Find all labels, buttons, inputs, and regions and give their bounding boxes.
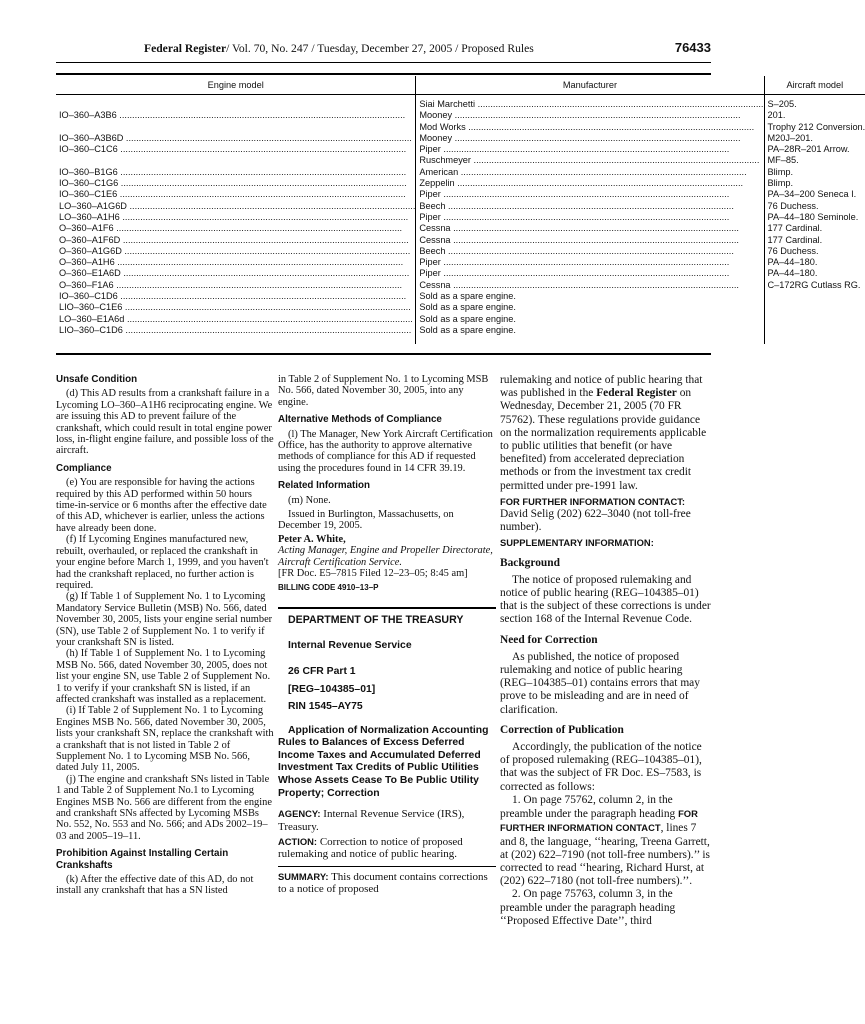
aircraft-model-cell-text: 76 Duchess. (767, 200, 819, 211)
issue-info: / Vol. 70, No. 247 / Tuesday, December 27, 2005 / Proposed Rules (226, 42, 534, 55)
action-label: ACTION: (278, 836, 318, 848)
manufacturer-cell-text: Beech ..... (419, 201, 763, 212)
aircraft-model-cell-text: S–205. (767, 99, 797, 109)
aircraft-model-cell-text: 76 Duchess. (767, 245, 819, 256)
engine-model-cell (56, 280, 416, 291)
item-1-text-b: , lines 7 and 8, the language, ‘‘hearing, Treena Garrett, at (202) 622–7190 (not toll-free numbers).’’ is corrected to read ‘‘hearing, Richard Hurst, at (202) 622–7180 (not toll-free numbers).’’. (500, 822, 710, 888)
engine-model-cell (56, 291, 416, 302)
paragraph-l: (l) The Manager, New York Aircraft Certification Office, has the authority to approve alternative methods of compliance for this AD if requested using the procedures found in 14 CFR 39.19. (278, 428, 493, 474)
engine-model-cell-text: LO–360–A1G6D ..... (59, 201, 415, 212)
engine-model-cell (56, 212, 416, 223)
table-header-aircraft: Aircraft model (764, 76, 865, 95)
engine-model-cell-text: LIO–360–C1D6 ..... (59, 325, 415, 336)
table-row (56, 302, 865, 313)
manufacturer-cell (416, 155, 764, 166)
aircraft-model-cell (764, 155, 865, 166)
paragraph-f: (f) If Lycoming Engines manufactured new, rebuilt, overhauled, or replaced the crankshaft in your engine before March 1, 1999, and you haven't had the crankshaft replaced, no further action is required. (56, 534, 269, 591)
table-row (56, 110, 865, 121)
table-bottom-rule (56, 353, 711, 355)
summary-value: This document contains corrections to a notice of proposed (278, 870, 488, 896)
heading-correction-of-publication: Correction of Publication (500, 723, 624, 736)
aircraft-model-cell-text: 177 Cardinal. (767, 223, 823, 234)
supplementary-label: SUPPLEMENTARY INFORMATION: (500, 537, 654, 549)
summary-rule (278, 866, 496, 867)
manufacturer-cell (416, 235, 764, 246)
paragraph-j: (j) The engine and crankshaft SNs listed in Table 1 and Table 2 of Supplement No.1 to Lycoming Engines MSB No. 566 are different from the engine and crankshaft SNs affected by Lycoming MSBs No. 552, No. 553 and No. 566; and ADs 2002–19–03 and 2005–19–11. (56, 773, 272, 842)
item-1-text-a: 1. On page 75762, column 2, in the preamble under the paragraph heading (500, 793, 676, 821)
manufacturer-cell (416, 144, 764, 155)
aircraft-model-cell (764, 95, 865, 111)
issued-statement: Issued in Burlington, Massachusetts, on December 19, 2005. (278, 509, 454, 532)
table-header-engine: Engine model (56, 76, 416, 95)
heading-prohibition: Prohibition Against Installing Certain Crankshafts (56, 848, 229, 871)
manufacturer-cell-text: Zeppelin ..... (419, 178, 763, 189)
table-header-row (56, 76, 865, 95)
table-row (56, 235, 865, 246)
paragraph-h: (h) If Table 1 of Supplement No. 1 to Lycoming MSB No. 566, dated November 30, 2005, does not list your engine SN, use Table 2 of Supplement No. 1 to verify if your crankshaft SN is listed, if an affected crankshaft was installed as a replacement. (56, 648, 271, 705)
engine-model-cell-text: IO–360–C1E6 ..... (59, 189, 415, 200)
manufacturer-cell-text: Sold as a spare engine. (419, 291, 516, 302)
engine-model-cell-text: IO–360–A3B6 ..... (59, 110, 415, 121)
engine-model-cell-text: IO–360–A3B6D ..... (59, 133, 415, 144)
table-row (56, 95, 865, 111)
manufacturer-cell (416, 257, 764, 268)
engine-model-cell (56, 268, 416, 279)
aircraft-model-cell-text: PA–44–180. (767, 268, 818, 279)
engine-model-cell (56, 246, 416, 257)
manufacturer-cell (416, 302, 764, 313)
aircraft-model-cell (764, 189, 865, 200)
engine-model-cell (56, 223, 416, 234)
reg-number: [REG–104385–01] (288, 683, 376, 695)
signature-block (278, 534, 496, 593)
engine-model-cell (56, 167, 416, 178)
department-heading: DEPARTMENT OF THE TREASURY (288, 613, 464, 626)
aircraft-model-cell (764, 223, 865, 234)
manufacturer-cell-text: Mooney ..... (419, 133, 763, 144)
paragraph-e: (e) You are responsible for having the actions required by this AD performed within 50 hours time-in-service or 6 months after the effective date of this AD, whichever is earlier, unless the actions have already been done. (56, 477, 267, 534)
aircraft-model-cell (764, 212, 865, 223)
manufacturer-cell-text: Piper ..... (419, 144, 763, 155)
aircraft-model-cell-text: 201. (767, 110, 786, 121)
paragraph-background: The notice of proposed rulemaking and notice of public hearing (REG–104385–01) that is the subject of these corrections is under section 168 of the Internal Revenue Code. (500, 573, 711, 626)
engine-model-cell (56, 178, 416, 189)
manufacturer-cell-text: Mod Works ..... (419, 122, 763, 133)
manufacturer-cell (416, 201, 764, 212)
table-row (56, 144, 865, 155)
table-row (56, 280, 865, 291)
table-row (56, 212, 865, 223)
manufacturer-cell-text: Piper ..... (419, 268, 763, 279)
paragraph-correction: Accordingly, the publication of the notice of proposed rulemaking (REG–104385–01), that was the subject of FR Doc. ES–7583, is corrected as follows: (500, 741, 702, 793)
manufacturer-cell-text: Piper ..... (419, 189, 763, 200)
ffi-value: David Selig (202) 622–3040 (not toll-free number). (500, 508, 691, 534)
manufacturer-cell (416, 133, 764, 144)
table-row (56, 314, 865, 325)
manufacturer-cell-text: Cessna ..... (419, 235, 763, 246)
paragraph-need: As published, the notice of proposed rulemaking and notice of public hearing (REG–104385–01) contains errors that may prove to be misleading and are in need of clarification. (500, 650, 700, 716)
engine-model-cell (56, 201, 416, 212)
aircraft-model-cell-text: PA–44–180. (767, 257, 818, 268)
engine-model-cell-text: LO–360–A1H6 ..... (59, 212, 415, 223)
aircraft-model-cell (764, 133, 865, 144)
cfr-part: 26 CFR Part 1 (288, 665, 356, 677)
manufacturer-cell-text: Sold as a spare engine. (419, 302, 516, 313)
journal-name: Federal Register (144, 42, 227, 55)
engine-model-cell-text: O–360–A1F6 ..... (59, 223, 415, 234)
manufacturer-cell (416, 246, 764, 257)
table-row (56, 268, 865, 279)
table-top-rule (56, 73, 711, 75)
table-row (56, 189, 865, 200)
engine-model-cell (56, 325, 416, 344)
correction-item-2: 2. On page 75763, column 3, in the preamble under the paragraph heading ‘‘Proposed Effective Date’’, third (500, 888, 676, 927)
table-row (56, 201, 865, 212)
text-column-3 (500, 374, 712, 928)
aircraft-model-cell-text: PA–44–180 Seminole. (767, 211, 859, 222)
aircraft-model-cell (764, 201, 865, 212)
aircraft-model-cell (764, 325, 865, 344)
signer-name: Peter A. White, (278, 533, 346, 545)
manufacturer-cell (416, 291, 764, 302)
fr-doc-line: [FR Doc. E5–7815 Filed 12–23–05; 8:45 am] (278, 568, 468, 580)
paragraph-g: (g) If Table 1 of Supplement No. 1 to Lycoming Mandatory Service Bulletin (MSB) No. 566, dated November 30, 2005, lists your engine serial number (SN), use Table 2 of Supplement No. 1 to verify if your crankshaft SN is listed. (56, 591, 273, 648)
aircraft-model-cell (764, 291, 865, 302)
rin-number: RIN 1545–AY75 (288, 701, 363, 713)
aircraft-model-cell (764, 178, 865, 189)
engine-model-cell (56, 314, 416, 325)
manufacturer-cell-text: Piper ..... (419, 257, 763, 268)
manufacturer-cell-text: Cessna ..... (419, 280, 763, 291)
aircraft-model-cell-text: PA–28R–201 Arrow. (767, 144, 850, 155)
aircraft-model-cell-text: Blimp. (767, 166, 794, 177)
manufacturer-cell-text: Piper ..... (419, 212, 763, 223)
aircraft-model-cell (764, 167, 865, 178)
engine-model-cell-text: O–360–E1A6D ..... (59, 268, 415, 279)
manufacturer-cell-text: Sold as a spare engine. (419, 324, 516, 335)
summary-text-a: rulemaking and notice of public hearing that was published in the (500, 374, 703, 400)
aircraft-model-cell-text: M20J–201. (767, 132, 813, 143)
manufacturer-cell (416, 223, 764, 234)
manufacturer-cell-text: Sold as a spare engine. (419, 313, 516, 324)
manufacturer-cell-text: Beech ..... (419, 246, 763, 257)
billing-code: BILLING CODE 4910–13–P (278, 582, 379, 592)
summary-label: SUMMARY: (278, 870, 329, 882)
table-row (56, 246, 865, 257)
agency-field (278, 808, 496, 833)
engine-model-cell-text: IO–360–C1G6 ..... (59, 178, 415, 189)
table-row (56, 133, 865, 144)
agency-heading: Internal Revenue Service (288, 640, 412, 652)
engine-table (56, 76, 865, 344)
aircraft-model-cell (764, 144, 865, 155)
heading-unsafe-condition: Unsafe Condition (56, 374, 138, 385)
engine-model-cell (56, 95, 416, 111)
engine-model-cell-text: LIO–360–C1E6 ..... (59, 302, 415, 313)
manufacturer-cell (416, 167, 764, 178)
engine-model-cell (56, 122, 416, 133)
summary-continued (500, 374, 712, 493)
page-number: 76433 (674, 40, 711, 55)
manufacturer-cell (416, 178, 764, 189)
paragraph-k-continued: in Table 2 of Supplement No. 1 to Lycoming MSB No. 566, dated November 30, 2005, into any engine. (278, 374, 489, 408)
engine-model-cell-text: O–360–A1F6D ..... (59, 235, 415, 246)
manufacturer-cell-text: Mooney ..... (419, 110, 763, 121)
paragraph-m: (m) None. (288, 494, 331, 506)
engine-model-cell (56, 155, 416, 166)
aircraft-model-cell-text: C–172RG Cutlass RG. (767, 279, 861, 290)
table-row (56, 223, 865, 234)
aircraft-model-cell (764, 235, 865, 246)
manufacturer-cell (416, 212, 764, 223)
engine-model-cell-text: LO–360–E1A6d ..... (59, 314, 415, 325)
paragraph-d: (d) This AD results from a crankshaft failure in a Lycoming LO–360–A1H6 reciprocating engine. We are issuing this AD to prevent failure of the crankshaft, which could result in total engine power loss, in-flight engine failure, and possible loss of the aircraft. (56, 388, 274, 457)
aircraft-model-cell-text: MF–85. (767, 155, 799, 166)
running-header (56, 42, 711, 60)
aircraft-model-cell (764, 302, 865, 313)
engine-model-cell-text: IO–360–B1G6 ..... (59, 167, 415, 178)
header-rule (56, 62, 711, 63)
heading-compliance: Compliance (56, 462, 112, 474)
engine-model-cell-text: O–360–A1H6 ..... (59, 257, 415, 268)
manufacturer-cell-text: American ..... (419, 167, 763, 178)
engine-model-cell-text: IO–360–C1D6 ..... (59, 291, 415, 302)
aircraft-model-cell (764, 268, 865, 279)
engine-model-cell-text: O–360–A1G6D ..... (59, 246, 415, 257)
aircraft-model-cell (764, 246, 865, 257)
summary-text-b: on Wednesday, December 21, 2005 (70 FR 75762). These regulations provide guidance on the normalization requirements applicable to public utilities that benefit (or have benefited) from accelerated depreciation methods or from the investment tax credit permitted under pre-1991 law. (500, 387, 707, 492)
engine-model-cell (56, 189, 416, 200)
manufacturer-cell (416, 95, 764, 111)
manufacturer-cell (416, 268, 764, 279)
header-text (144, 42, 534, 55)
manufacturer-cell-text: Siai Marchetti ..... (419, 99, 763, 110)
aircraft-model-cell (764, 122, 865, 133)
aircraft-model-cell (764, 257, 865, 268)
table-header-manufacturer: Manufacturer (416, 76, 764, 95)
manufacturer-cell (416, 189, 764, 200)
federal-register-bold: Federal Register (596, 387, 677, 400)
engine-model-cell (56, 133, 416, 144)
table-row (56, 167, 865, 178)
engine-model-cell-text: IO–360–C1C6 ..... (59, 144, 415, 155)
table-row (56, 291, 865, 302)
engine-model-cell (56, 302, 416, 313)
table-row (56, 155, 865, 166)
agency-label: AGENCY: (278, 808, 321, 820)
paragraph-i: (i) If Table 2 of Supplement No. 1 to Lycoming Engines MSB No. 566, dated November 30, 2005, lists your crankshaft SN, replace the crankshaft with a crankshaft that is not listed in Table 2 of Supplement No. 1 to Lycoming MSB No. 566, dated July 11, 2005. (56, 705, 274, 774)
heading-related-information: Related Information (278, 480, 370, 492)
manufacturer-cell (416, 122, 764, 133)
manufacturer-cell (416, 110, 764, 121)
paragraph-k: (k) After the effective date of this AD, do not install any crankshaft that has a SN listed (56, 874, 254, 897)
engine-model-cell (56, 110, 416, 121)
section-divider (278, 607, 496, 609)
action-field (278, 836, 496, 861)
manufacturer-cell-text: Cessna ..... (419, 223, 763, 234)
table-row (56, 257, 865, 268)
heading-alternative-methods: Alternative Methods of Compliance (278, 414, 442, 426)
text-column-2 (278, 374, 496, 896)
engine-model-cell-text: O–360–F1A6 ..... (59, 280, 415, 291)
aircraft-model-cell (764, 314, 865, 325)
table-row (56, 122, 865, 133)
aircraft-model-cell-text: Trophy 212 Conversion. (767, 121, 865, 132)
text-column-1 (56, 374, 274, 897)
engine-model-cell (56, 144, 416, 155)
engine-model-cell (56, 235, 416, 246)
aircraft-model-cell (764, 110, 865, 121)
document-title: Application of Normalization Accounting Rules to Balances of Excess Deferred Income Taxes and Accumulated Deferred Investment Tax Credits of Public Utilities Whose Assets Cease To Be Public Utility Property; Correction (278, 724, 489, 799)
item-1-label: FOR FURTHER INFORMATION CONTACT (500, 808, 698, 834)
engine-model-cell (56, 257, 416, 268)
heading-need-for-correction: Need for Correction (500, 633, 598, 646)
summary-field (278, 871, 496, 896)
table-row (56, 325, 865, 344)
signer-title: Acting Manager, Engine and Propeller Directorate, Aircraft Certification Service. (278, 545, 493, 568)
aircraft-model-cell (764, 280, 865, 291)
manufacturer-cell (416, 280, 764, 291)
aircraft-model-cell-text: PA–34–200 Seneca I. (767, 189, 857, 200)
manufacturer-cell (416, 325, 764, 344)
aircraft-model-cell-text: Blimp. (767, 178, 794, 189)
manufacturer-cell (416, 314, 764, 325)
heading-background: Background (500, 556, 560, 569)
aircraft-model-cell-text: 177 Cardinal. (767, 234, 823, 245)
manufacturer-cell-text: Ruschmeyer ..... (419, 155, 763, 166)
correction-item-1 (500, 794, 712, 888)
ffi-label: FOR FURTHER INFORMATION CONTACT: (500, 495, 686, 507)
agency-value: Internal Revenue Service (IRS), Treasury. (278, 808, 465, 833)
action-value: Correction to notice of proposed rulemaking and notice of public hearing. (278, 836, 463, 861)
table-row (56, 178, 865, 189)
